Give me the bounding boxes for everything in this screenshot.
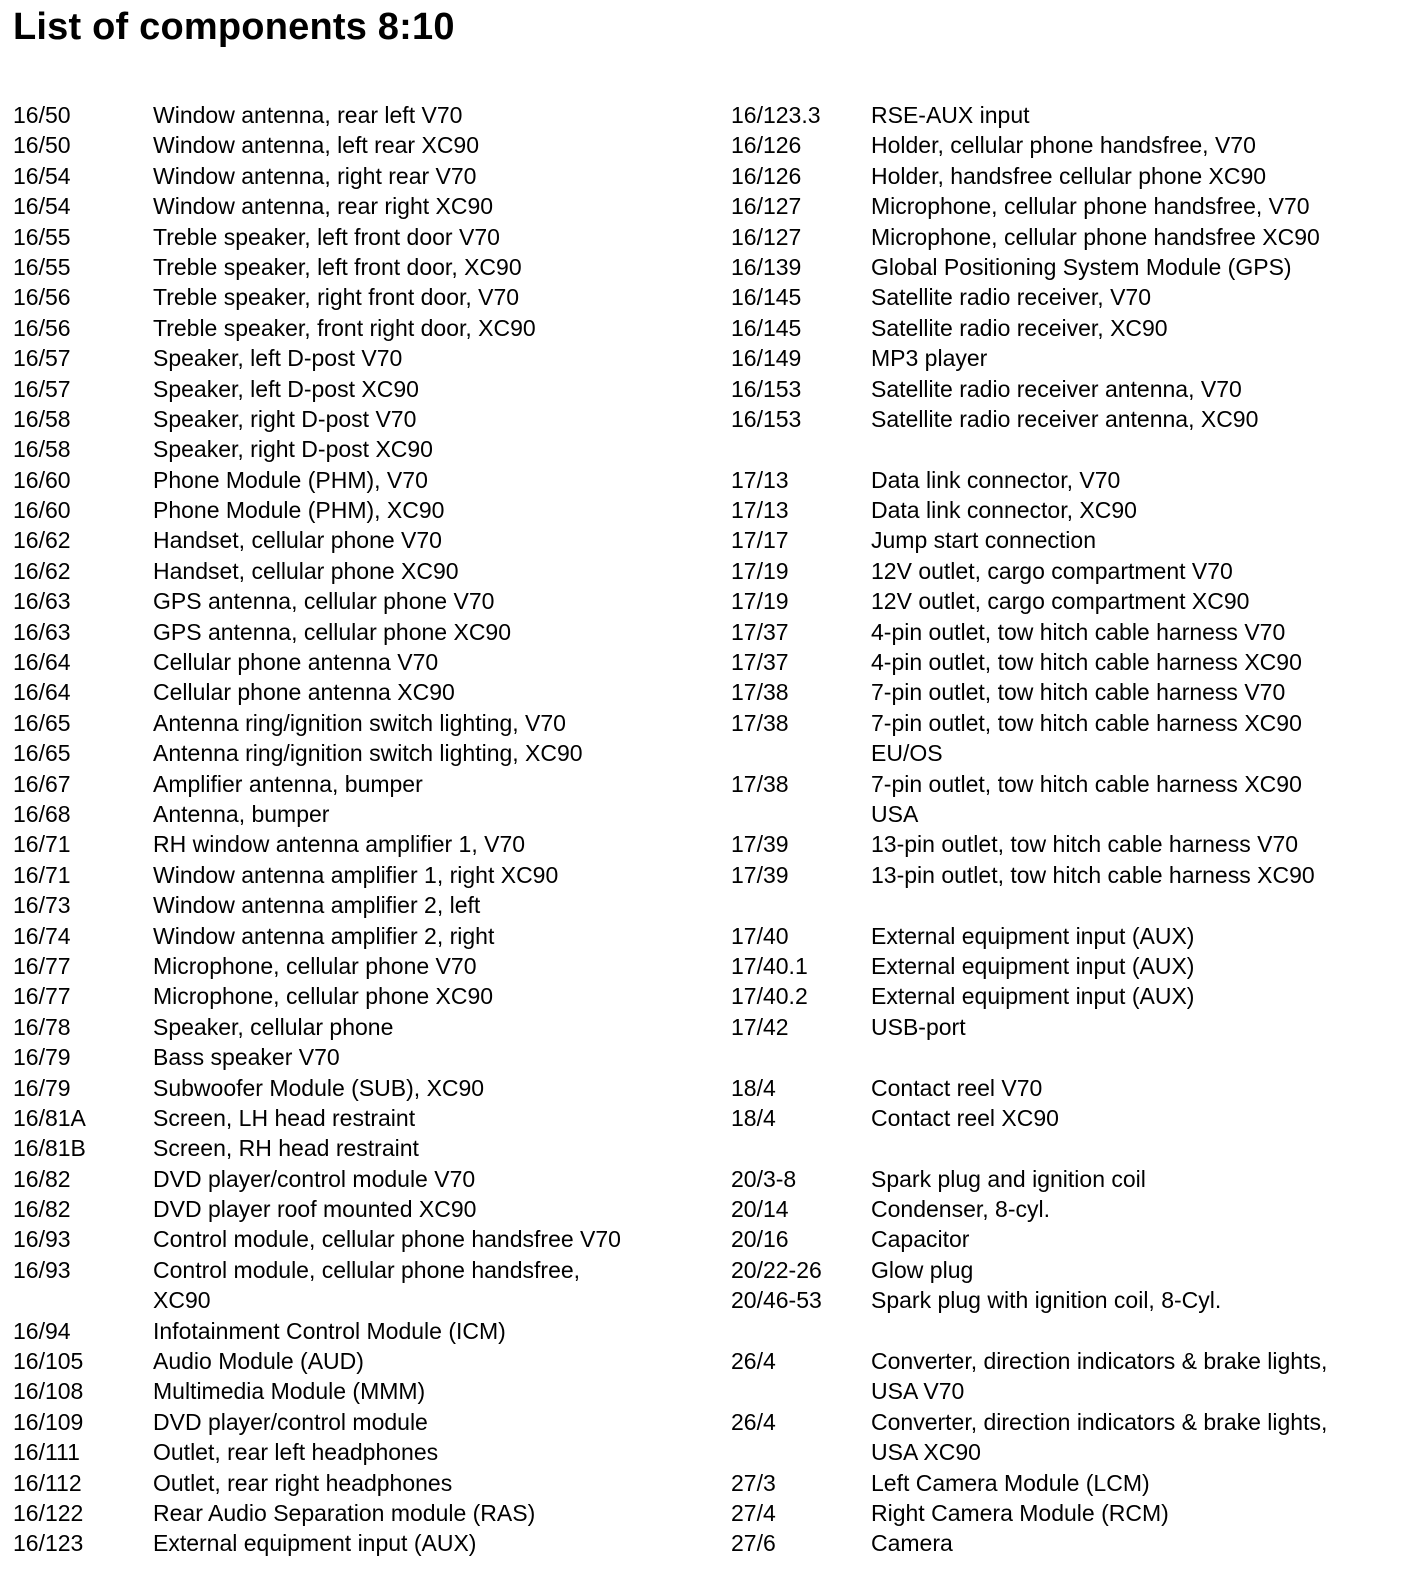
component-description: DVD player/control module bbox=[153, 1408, 428, 1435]
component-description: Treble speaker, left front door V70 bbox=[153, 223, 500, 250]
component-code: 20/3-8 bbox=[731, 1165, 797, 1192]
component-row bbox=[731, 495, 1401, 525]
component-code: 16/56 bbox=[13, 284, 71, 311]
component-row bbox=[731, 860, 1401, 890]
component-description: RSE-AUX input bbox=[871, 102, 1030, 128]
component-row bbox=[731, 465, 1401, 495]
component-description: Antenna, bumper bbox=[153, 800, 330, 827]
component-row bbox=[13, 1528, 703, 1558]
component-code: 17/17 bbox=[731, 527, 789, 554]
component-row bbox=[13, 981, 703, 1011]
component-row bbox=[731, 130, 1401, 160]
component-code: 17/39 bbox=[731, 831, 789, 858]
component-description: MP3 player bbox=[871, 345, 988, 372]
component-code bbox=[731, 434, 871, 464]
component-code: 20/16 bbox=[731, 1226, 789, 1253]
component-description: Window antenna, rear left V70 bbox=[153, 102, 463, 128]
component-code: 17/19 bbox=[731, 588, 789, 615]
component-description: Condenser, 8-cyl. bbox=[871, 1196, 1050, 1223]
component-row bbox=[731, 1103, 1401, 1133]
component-code: 16/62 bbox=[13, 557, 71, 584]
component-row bbox=[731, 1073, 1401, 1103]
component-code: 16/111 bbox=[13, 1439, 80, 1466]
component-code: 16/60 bbox=[13, 497, 71, 524]
component-row bbox=[731, 1164, 1401, 1194]
component-description: Contact reel V70 bbox=[871, 1074, 1043, 1101]
component-description: Window antenna, left rear XC90 bbox=[153, 132, 480, 159]
component-row bbox=[13, 799, 703, 829]
component-code: 17/40 bbox=[731, 922, 789, 949]
component-code: 18/4 bbox=[731, 1074, 776, 1101]
component-row bbox=[13, 677, 703, 707]
component-code: 20/14 bbox=[731, 1196, 789, 1223]
component-description: GPS antenna, cellular phone V70 bbox=[153, 588, 495, 615]
component-row bbox=[731, 1012, 1401, 1042]
component-description: Holder, handsfree cellular phone XC90 bbox=[871, 162, 1267, 189]
component-row bbox=[13, 1498, 703, 1528]
component-description: Handset, cellular phone V70 bbox=[153, 527, 442, 554]
component-row bbox=[731, 1498, 1401, 1528]
component-description: External equipment input (AUX) bbox=[871, 952, 1195, 979]
component-description: Window antenna, rear right XC90 bbox=[153, 193, 494, 220]
component-code: 17/38 bbox=[731, 679, 789, 706]
component-code: 16/57 bbox=[13, 375, 71, 402]
component-code: 16/64 bbox=[13, 679, 71, 706]
component-row bbox=[731, 1346, 1401, 1376]
component-row bbox=[13, 495, 703, 525]
component-code: 16/58 bbox=[13, 436, 71, 463]
page-title: List of components 8:10 bbox=[13, 6, 455, 48]
component-description: Glow plug bbox=[871, 1256, 974, 1283]
component-row bbox=[731, 1133, 1401, 1163]
component-code: 16/127 bbox=[731, 223, 802, 250]
component-row bbox=[731, 708, 1401, 738]
component-description: XC90 bbox=[153, 1287, 211, 1314]
component-code: 16/78 bbox=[13, 1013, 71, 1040]
component-row bbox=[13, 586, 703, 616]
component-description: Treble speaker, right front door, V70 bbox=[153, 284, 520, 311]
component-description: Converter, direction indicators & brake lights, bbox=[871, 1408, 1328, 1435]
component-row bbox=[731, 1255, 1401, 1285]
component-code: 18/4 bbox=[731, 1104, 776, 1131]
component-code: 16/60 bbox=[13, 466, 71, 493]
component-description: Satellite radio receiver, XC90 bbox=[871, 314, 1168, 341]
component-row bbox=[731, 647, 1401, 677]
component-code: 16/71 bbox=[13, 861, 71, 888]
component-description: Jump start connection bbox=[871, 527, 1097, 554]
component-code: 16/71 bbox=[13, 831, 71, 858]
component-row bbox=[731, 1376, 1401, 1406]
component-description: DVD player roof mounted XC90 bbox=[153, 1196, 477, 1223]
component-description: Screen, RH head restraint bbox=[153, 1135, 419, 1162]
component-row bbox=[13, 1194, 703, 1224]
component-description: Subwoofer Module (SUB), XC90 bbox=[153, 1074, 485, 1101]
component-description: 12V outlet, cargo compartment XC90 bbox=[871, 588, 1250, 615]
component-code: 27/6 bbox=[731, 1530, 776, 1557]
component-row bbox=[731, 100, 1401, 130]
component-description: Contact reel XC90 bbox=[871, 1104, 1059, 1131]
component-code: 17/38 bbox=[731, 770, 789, 797]
component-description: Treble speaker, left front door, XC90 bbox=[153, 253, 522, 280]
component-code: 16/65 bbox=[13, 740, 71, 767]
component-description: External equipment input (AUX) bbox=[871, 922, 1195, 949]
component-description: Cellular phone antenna V70 bbox=[153, 649, 439, 676]
component-description: RH window antenna amplifier 1, V70 bbox=[153, 831, 526, 858]
component-row bbox=[731, 1285, 1401, 1315]
component-code: 16/64 bbox=[13, 649, 71, 676]
component-code: 16/73 bbox=[13, 892, 71, 919]
component-row bbox=[731, 404, 1401, 434]
component-row bbox=[13, 1042, 703, 1072]
component-description bbox=[871, 1042, 1401, 1072]
component-code: 20/22-26 bbox=[731, 1256, 822, 1283]
component-row bbox=[731, 1407, 1401, 1437]
component-description: Antenna ring/ignition switch lighting, XC90 bbox=[153, 740, 583, 767]
component-code: 16/50 bbox=[13, 132, 71, 159]
component-code: 17/19 bbox=[731, 557, 789, 584]
component-code bbox=[13, 1285, 153, 1315]
component-code bbox=[731, 738, 871, 768]
component-code bbox=[731, 799, 871, 829]
component-code: 16/67 bbox=[13, 770, 71, 797]
component-code: 16/77 bbox=[13, 983, 71, 1010]
component-code: 17/42 bbox=[731, 1013, 789, 1040]
component-code: 16/50 bbox=[13, 102, 71, 128]
component-description: 7-pin outlet, tow hitch cable harness V70 bbox=[871, 679, 1286, 706]
component-row bbox=[13, 1376, 703, 1406]
component-description: Right Camera Module (RCM) bbox=[871, 1499, 1169, 1526]
component-description: Speaker, left D-post V70 bbox=[153, 345, 403, 372]
component-row bbox=[13, 1103, 703, 1133]
component-code: 16/93 bbox=[13, 1256, 71, 1283]
component-code: 27/3 bbox=[731, 1469, 776, 1496]
component-description bbox=[871, 1316, 1401, 1346]
component-code: 16/127 bbox=[731, 193, 802, 220]
component-code: 17/37 bbox=[731, 649, 789, 676]
component-description: Amplifier antenna, bumper bbox=[153, 770, 423, 797]
component-row bbox=[731, 829, 1401, 859]
component-row bbox=[731, 890, 1401, 920]
component-code: 16/77 bbox=[13, 952, 71, 979]
component-row bbox=[13, 191, 703, 221]
component-code bbox=[731, 1133, 871, 1163]
component-description: Microphone, cellular phone XC90 bbox=[153, 983, 494, 1010]
component-description: 4-pin outlet, tow hitch cable harness XC90 bbox=[871, 649, 1302, 676]
component-description: USB-port bbox=[871, 1013, 966, 1040]
component-code bbox=[731, 1316, 871, 1346]
component-row bbox=[731, 617, 1401, 647]
component-row bbox=[13, 1224, 703, 1254]
component-code: 16/123 bbox=[13, 1530, 84, 1557]
component-code bbox=[731, 890, 871, 920]
component-description: 13-pin outlet, tow hitch cable harness XC90 bbox=[871, 861, 1315, 888]
component-code: 16/57 bbox=[13, 345, 71, 372]
component-row bbox=[13, 921, 703, 951]
component-code: 26/4 bbox=[731, 1408, 776, 1435]
component-row bbox=[13, 890, 703, 920]
component-code: 16/123.3 bbox=[731, 102, 821, 128]
component-code: 16/94 bbox=[13, 1317, 71, 1344]
component-row bbox=[13, 343, 703, 373]
component-description: Speaker, cellular phone bbox=[153, 1013, 394, 1040]
component-description: Global Positioning System Module (GPS) bbox=[871, 253, 1292, 280]
component-description: Screen, LH head restraint bbox=[153, 1104, 416, 1131]
component-row bbox=[13, 769, 703, 799]
component-code: 16/58 bbox=[13, 405, 71, 432]
component-description: Microphone, cellular phone V70 bbox=[153, 952, 477, 979]
component-row bbox=[731, 525, 1401, 555]
component-code: 16/82 bbox=[13, 1165, 71, 1192]
component-description: Phone Module (PHM), XC90 bbox=[153, 497, 445, 524]
component-row bbox=[13, 222, 703, 252]
component-code: 16/122 bbox=[13, 1499, 84, 1526]
left-component-column bbox=[13, 100, 703, 1559]
component-description: Phone Module (PHM), V70 bbox=[153, 466, 428, 493]
component-row bbox=[731, 799, 1401, 829]
component-description: Window antenna amplifier 2, left bbox=[153, 892, 481, 919]
component-row bbox=[731, 769, 1401, 799]
component-code: 16/112 bbox=[13, 1469, 82, 1496]
component-row bbox=[13, 252, 703, 282]
component-row bbox=[13, 951, 703, 981]
component-code: 17/40.1 bbox=[731, 952, 808, 979]
component-row bbox=[731, 343, 1401, 373]
component-description: Bass speaker V70 bbox=[153, 1044, 340, 1071]
component-description bbox=[871, 434, 1401, 464]
component-row bbox=[13, 1437, 703, 1467]
component-description: Satellite radio receiver antenna, V70 bbox=[871, 375, 1242, 402]
component-code: 17/13 bbox=[731, 497, 789, 524]
component-description: Converter, direction indicators & brake lights, bbox=[871, 1348, 1328, 1375]
component-code: 16/68 bbox=[13, 800, 71, 827]
right-component-column bbox=[731, 100, 1401, 1559]
component-row bbox=[731, 556, 1401, 586]
component-row bbox=[731, 191, 1401, 221]
component-row bbox=[13, 556, 703, 586]
component-code: 16/55 bbox=[13, 253, 71, 280]
component-code: 26/4 bbox=[731, 1348, 776, 1375]
component-code: 16/55 bbox=[13, 223, 71, 250]
component-description: Camera bbox=[871, 1530, 953, 1557]
component-row bbox=[13, 617, 703, 647]
component-code: 16/139 bbox=[731, 253, 802, 280]
component-description: Data link connector, XC90 bbox=[871, 497, 1137, 524]
component-description: Capacitor bbox=[871, 1226, 970, 1253]
component-description: GPS antenna, cellular phone XC90 bbox=[153, 618, 512, 645]
component-description: Antenna ring/ignition switch lighting, V70 bbox=[153, 709, 566, 736]
component-row bbox=[13, 860, 703, 890]
component-code: 16/81B bbox=[13, 1135, 86, 1162]
component-code bbox=[731, 1042, 871, 1072]
component-code: 16/63 bbox=[13, 588, 71, 615]
component-description: Infotainment Control Module (ICM) bbox=[153, 1317, 506, 1344]
component-description: External equipment input (AUX) bbox=[153, 1530, 477, 1557]
component-row bbox=[731, 282, 1401, 312]
component-description: Outlet, rear right headphones bbox=[153, 1469, 453, 1496]
component-row bbox=[13, 525, 703, 555]
component-row bbox=[731, 161, 1401, 191]
component-row bbox=[731, 981, 1401, 1011]
component-description: Left Camera Module (LCM) bbox=[871, 1469, 1150, 1496]
component-row bbox=[13, 100, 703, 130]
component-row bbox=[13, 738, 703, 768]
component-row bbox=[13, 1468, 703, 1498]
component-code: 16/93 bbox=[13, 1226, 71, 1253]
component-description: Microphone, cellular phone handsfree XC90 bbox=[871, 223, 1320, 250]
component-code: 17/37 bbox=[731, 618, 789, 645]
component-code: 17/39 bbox=[731, 861, 789, 888]
component-code: 16/62 bbox=[13, 527, 71, 554]
component-row bbox=[731, 586, 1401, 616]
component-description: Treble speaker, front right door, XC90 bbox=[153, 314, 536, 341]
component-row bbox=[13, 282, 703, 312]
component-code: 16/109 bbox=[13, 1408, 84, 1435]
component-code: 16/82 bbox=[13, 1196, 71, 1223]
component-description: Holder, cellular phone handsfree, V70 bbox=[871, 132, 1256, 159]
component-description: Window antenna amplifier 1, right XC90 bbox=[153, 861, 559, 888]
component-code: 16/56 bbox=[13, 314, 71, 341]
component-row bbox=[731, 252, 1401, 282]
component-description: Spark plug and ignition coil bbox=[871, 1165, 1146, 1192]
component-description: Cellular phone antenna XC90 bbox=[153, 679, 455, 706]
component-description: 12V outlet, cargo compartment V70 bbox=[871, 557, 1233, 584]
component-description: EU/OS bbox=[871, 740, 943, 767]
component-row bbox=[13, 374, 703, 404]
component-row bbox=[731, 921, 1401, 951]
component-code: 16/153 bbox=[731, 375, 802, 402]
component-row bbox=[13, 1133, 703, 1163]
component-description: 13-pin outlet, tow hitch cable harness V70 bbox=[871, 831, 1299, 858]
component-code: 16/105 bbox=[13, 1348, 84, 1375]
component-row bbox=[731, 374, 1401, 404]
component-description: External equipment input (AUX) bbox=[871, 983, 1195, 1010]
component-description: Handset, cellular phone XC90 bbox=[153, 557, 459, 584]
component-code: 16/145 bbox=[731, 284, 802, 311]
component-row bbox=[731, 951, 1401, 981]
component-description: Satellite radio receiver antenna, XC90 bbox=[871, 405, 1259, 432]
component-row bbox=[731, 1194, 1401, 1224]
component-row bbox=[731, 313, 1401, 343]
component-code: 16/79 bbox=[13, 1044, 71, 1071]
component-row bbox=[13, 1255, 703, 1285]
component-code: 17/40.2 bbox=[731, 983, 808, 1010]
component-row bbox=[731, 677, 1401, 707]
component-description: Control module, cellular phone handsfree V70 bbox=[153, 1226, 621, 1253]
component-row bbox=[13, 708, 703, 738]
component-description: Window antenna amplifier 2, right bbox=[153, 922, 495, 949]
component-row bbox=[13, 434, 703, 464]
component-code: 16/108 bbox=[13, 1378, 84, 1405]
component-row bbox=[13, 1012, 703, 1042]
component-description: 7-pin outlet, tow hitch cable harness XC90 bbox=[871, 770, 1302, 797]
component-code: 16/126 bbox=[731, 162, 802, 189]
component-description: DVD player/control module V70 bbox=[153, 1165, 476, 1192]
component-description: 4-pin outlet, tow hitch cable harness V70 bbox=[871, 618, 1286, 645]
component-row bbox=[13, 1285, 703, 1315]
component-code: 16/63 bbox=[13, 618, 71, 645]
component-row bbox=[731, 222, 1401, 252]
component-row bbox=[13, 465, 703, 495]
component-row bbox=[731, 738, 1401, 768]
component-code: 16/54 bbox=[13, 162, 71, 189]
component-row bbox=[13, 161, 703, 191]
component-description: Rear Audio Separation module (RAS) bbox=[153, 1499, 536, 1526]
component-description: Audio Module (AUD) bbox=[153, 1348, 364, 1375]
component-description: Multimedia Module (MMM) bbox=[153, 1378, 426, 1405]
component-description: Microphone, cellular phone handsfree, V70 bbox=[871, 193, 1310, 220]
component-description bbox=[871, 890, 1401, 920]
component-code: 16/79 bbox=[13, 1074, 71, 1101]
component-description: Outlet, rear left headphones bbox=[153, 1439, 439, 1466]
component-code: 16/145 bbox=[731, 314, 802, 341]
component-row bbox=[731, 1316, 1401, 1346]
component-code bbox=[731, 1376, 871, 1406]
component-code: 16/65 bbox=[13, 709, 71, 736]
component-description: Satellite radio receiver, V70 bbox=[871, 284, 1151, 311]
component-code: 17/38 bbox=[731, 709, 789, 736]
component-code: 16/54 bbox=[13, 193, 71, 220]
component-row bbox=[13, 313, 703, 343]
component-description: Control module, cellular phone handsfree, bbox=[153, 1256, 581, 1283]
component-description: Window antenna, right rear V70 bbox=[153, 162, 477, 189]
component-code: 17/13 bbox=[731, 466, 789, 493]
component-code: 27/4 bbox=[731, 1499, 776, 1526]
component-description: 7-pin outlet, tow hitch cable harness XC90 bbox=[871, 709, 1302, 736]
component-row bbox=[13, 1073, 703, 1103]
component-row bbox=[13, 829, 703, 859]
component-code: 16/74 bbox=[13, 922, 71, 949]
component-description: USA XC90 bbox=[871, 1439, 981, 1466]
component-code: 16/153 bbox=[731, 405, 802, 432]
component-row bbox=[731, 1042, 1401, 1072]
component-row bbox=[13, 1407, 703, 1437]
component-row bbox=[731, 1224, 1401, 1254]
component-code: 16/81A bbox=[13, 1104, 86, 1131]
component-code bbox=[731, 1437, 871, 1467]
component-description: USA V70 bbox=[871, 1378, 965, 1405]
component-description: Speaker, right D-post V70 bbox=[153, 405, 417, 432]
component-description: Speaker, left D-post XC90 bbox=[153, 375, 419, 402]
component-row bbox=[13, 1346, 703, 1376]
component-row bbox=[731, 1468, 1401, 1498]
component-description bbox=[871, 1133, 1401, 1163]
component-row bbox=[731, 1437, 1401, 1467]
component-row bbox=[13, 130, 703, 160]
component-code: 20/46-53 bbox=[731, 1287, 822, 1314]
component-row bbox=[13, 647, 703, 677]
component-code: 16/149 bbox=[731, 345, 802, 372]
component-row bbox=[731, 1528, 1401, 1558]
component-row bbox=[13, 1316, 703, 1346]
component-row bbox=[13, 1164, 703, 1194]
component-row bbox=[13, 404, 703, 434]
component-description: Spark plug with ignition coil, 8-Cyl. bbox=[871, 1287, 1222, 1314]
component-description: Speaker, right D-post XC90 bbox=[153, 436, 433, 463]
component-row bbox=[731, 434, 1401, 464]
component-description: USA bbox=[871, 800, 919, 827]
component-description: Data link connector, V70 bbox=[871, 466, 1121, 493]
component-code: 16/126 bbox=[731, 132, 802, 159]
